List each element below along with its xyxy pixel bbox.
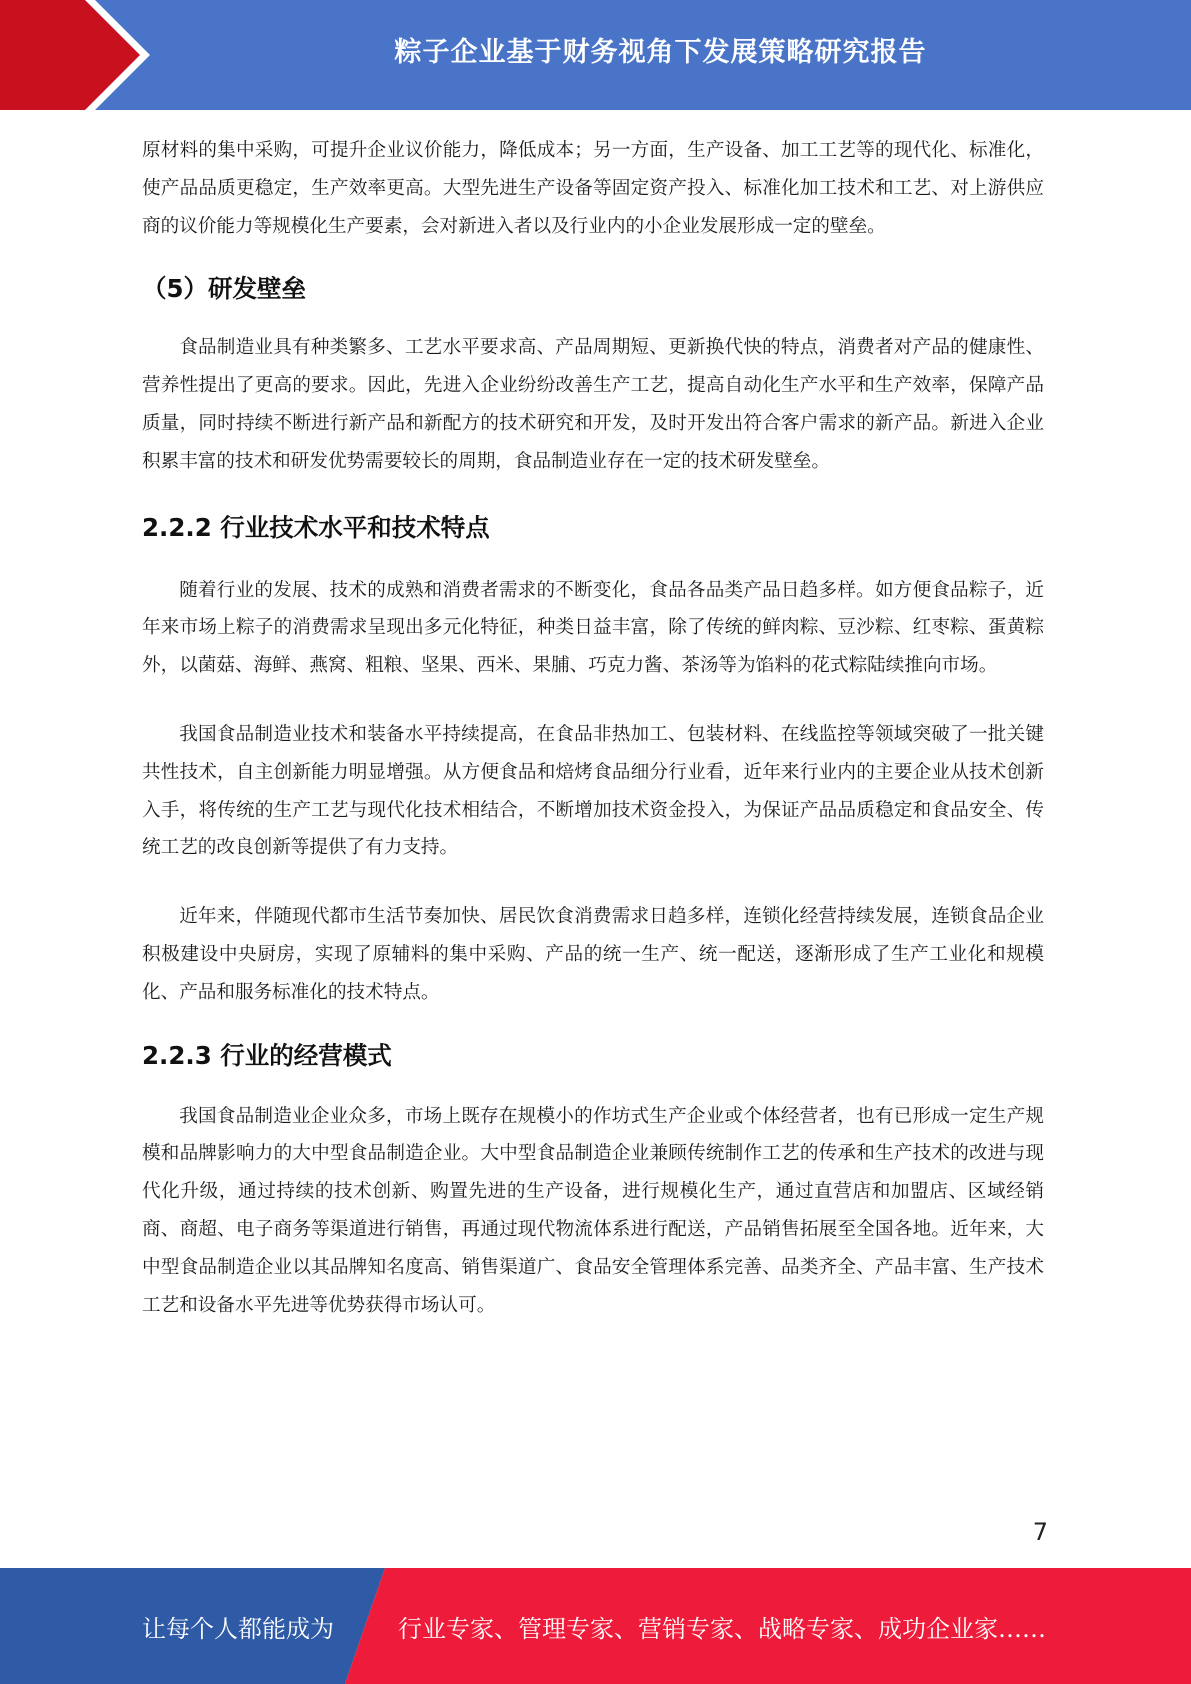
- page-content: [142, 132, 1044, 1324]
- document-title: 粽子企业基于财务视角下发展策略研究报告: [394, 36, 927, 68]
- heading-business-model: 2.2.3 行业的经营模式: [142, 1040, 392, 1070]
- page-number: 7: [1032, 1518, 1048, 1546]
- footer-slogan-left: 让每个人都能成为: [142, 1614, 334, 1643]
- page-header: [0, 0, 1191, 110]
- heading-tech-level: 2.2.2 行业技术水平和技术特点: [142, 512, 490, 542]
- page-footer: [0, 1568, 1191, 1684]
- tech-level-paragraph-1: 随着行业的发展、技术的成熟和消费者需求的不断变化，食品各品类产品日趋多样。如方便食品粽子，近年来市场上粽子的消费需求呈现出多元化特征，种类日益丰富，除了传统的鲜肉粽、豆沙粽、红枣粽、蛋黄粽外，以菌菇、海鲜、燕窝、粗粮、坚果、西米、果脯、巧克力酱、茶汤等为馅料的花式粽陆续推向市场。: [142, 579, 1044, 677]
- heading-rd-barrier: （5）研发壁垒: [142, 274, 307, 304]
- rd-barrier-paragraph: 食品制造业具有种类繁多、工艺水平要求高、产品周期短、更新换代快的特点，消费者对产品的健康性、营养性提出了更高的要求。因此，先进入企业纷纷改善生产工艺，提高自动化生产水平和生产效率，保障产品质量，同时持续不断进行新产品和新配方的技术研究和开发，及时开发出符合客户需求的新产品。新进入企业积累丰富的技术和研发优势需要较长的周期，食品制造业存在一定的技术研发壁垒。: [142, 337, 1044, 472]
- tech-level-paragraph-3: 近年来，伴随现代都市生活节奏加快、居民饮食消费需求日趋多样，连锁化经营持续发展，连锁食品企业积极建设中央厨房，实现了原辅料的集中采购、产品的统一生产、统一配送，逐渐形成了生产工业化和规模化、产品和服务标准化的技术特点。: [142, 906, 1044, 1003]
- business-model-paragraph: 我国食品制造业企业众多，市场上既存在规模小的作坊式生产企业或个体经营者，也有已形成一定生产规模和品牌影响力的大中型食品制造企业。大中型食品制造企业兼顾传统制作工艺的传承和生产技术的改进与现代化升级，通过持续的技术创新、购置先进的生产设备，进行规模化生产，通过直营店和加盟店、区域经销商、商超、电子商务等渠道进行销售，再通过现代物流体系进行配送，产品销售拓展至全国各地。近年来，大中型食品制造企业以其品牌知名度高、销售渠道广、食品安全管理体系完善、品类齐全、产品丰富、生产技术工艺和设备水平先进等优势获得市场认可。: [142, 1105, 1044, 1316]
- footer-slogan-right: 行业专家、管理专家、营销专家、战略专家、成功企业家……: [398, 1614, 1046, 1643]
- tech-level-paragraph-2: 我国食品制造业技术和装备水平持续提高，在食品非热加工、包装材料、在线监控等领域突破了一批关键共性技术，自主创新能力明显增强。从方便食品和焙烤食品细分行业看，近年来行业内的主要企业从技术创新入手，将传统的生产工艺与现代化技术相结合，不断增加技术资金投入，为保证产品品质稳定和食品安全、传统工艺的改良创新等提供了有力支持。: [142, 723, 1044, 859]
- intro-paragraph: 原材料的集中采购，可提升企业议价能力，降低成本；另一方面，生产设备、加工工艺等的现代化、标准化，使产品品质更稳定，生产效率更高。大型先进生产设备等固定资产投入、标准化加工技术和工艺、对上游供应商的议价能力等规模化生产要素，会对新进入者以及行业内的小企业发展形成一定的壁垒。: [142, 140, 1044, 237]
